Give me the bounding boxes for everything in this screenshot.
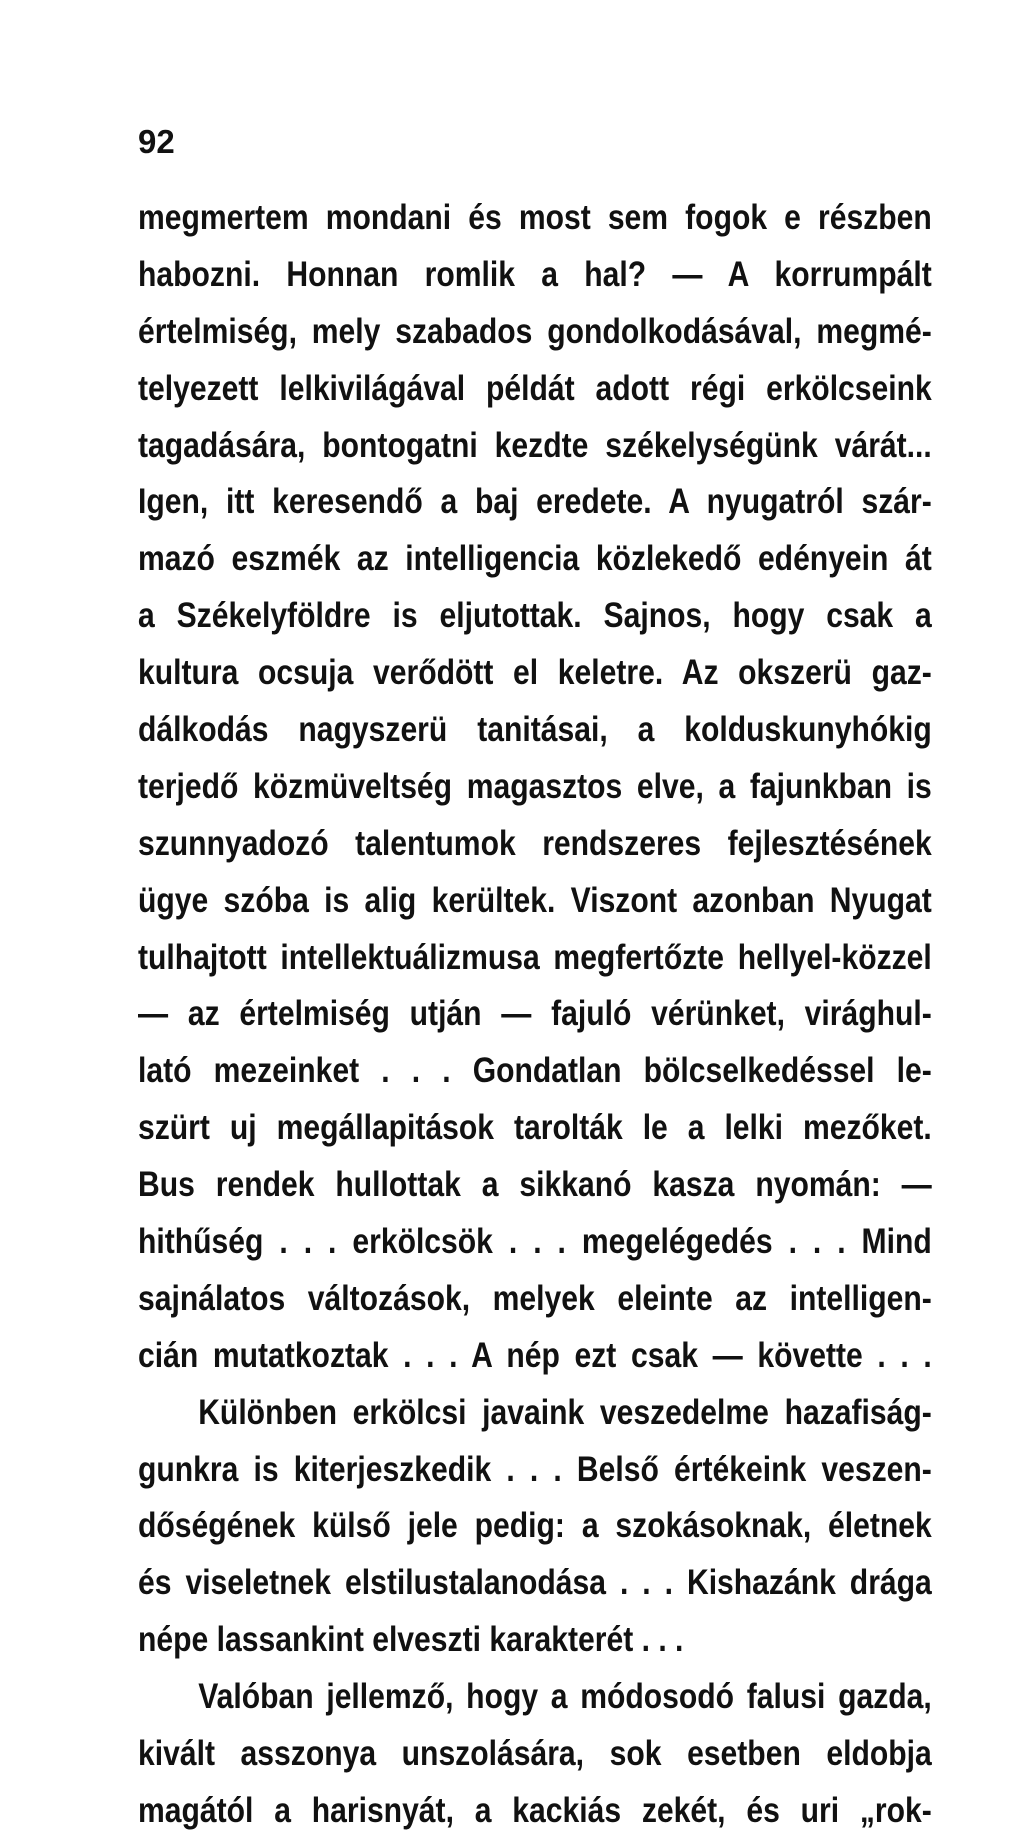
body-text xyxy=(138,190,932,1840)
text-line: lató mezeinket . . . Gondatlan bölcselkedéssel le- xyxy=(138,1051,932,1091)
text-line: telyezett lelkivilágával példát adott régi erkölcseink xyxy=(138,368,932,408)
text-line: gunkra is kiterjeszkedik . . . Belső értékeink veszen- xyxy=(138,1449,932,1489)
text-line: és viseletnek elstilustalanodása . . . Kishazánk drága xyxy=(138,1563,932,1603)
text-line: — az értelmiség utján — fajuló vérünket, virághul- xyxy=(138,994,932,1034)
text-line: Bus rendek hullottak a sikkanó kasza nyomán: — xyxy=(138,1165,932,1205)
text-line: sajnálatos változások, melyek eleinte az intelligen- xyxy=(138,1278,932,1318)
text-line: Különben erkölcsi javaink veszedelme hazafiság- xyxy=(198,1392,932,1432)
text-line: kultura ocsuja verődött el keletre. Az okszerü gaz- xyxy=(138,653,932,693)
text-line: ügye szóba is alig kerültek. Viszont azonban Nyugat xyxy=(138,880,932,920)
text-line: kivált asszonya unszolására, sok esetben eldobja xyxy=(138,1734,932,1774)
text-line: szürt uj megállapitások tarolták le a lelki mezőket. xyxy=(138,1108,932,1148)
text-line: hithűség . . . erkölcsök . . . megelégedés . . . Mind xyxy=(138,1222,932,1262)
text-line: a Székelyföldre is eljutottak. Sajnos, hogy csak a xyxy=(138,596,932,636)
text-line: cián mutatkoztak . . . A nép ezt csak — követte . . . xyxy=(138,1335,932,1375)
text-line: megmertem mondani és most sem fogok e részben xyxy=(138,198,932,237)
page-number: 92 xyxy=(138,123,175,160)
text-line: magától a harisnyát, a kackiás zekét, és uri „rok- xyxy=(138,1790,932,1830)
text-line: szunnyadozó talentumok rendszeres fejlesztésének xyxy=(138,823,932,863)
text-line: dőségének külső jele pedig: a szokásoknak, életnek xyxy=(138,1506,932,1546)
text-line: népe lassankint elveszti karakterét . . . xyxy=(138,1620,684,1660)
text-line: habozni. Honnan romlik a hal? — A korrumpált xyxy=(138,254,932,294)
text-line: dálkodás nagyszerü tanitásai, a kolduskunyhókig xyxy=(138,710,932,750)
text-line: mazó eszmék az intelligencia közlekedő edényein át xyxy=(138,539,932,579)
text-line: terjedő közmüveltség magasztos elve, a fajunkban is xyxy=(138,766,932,806)
text-line: tagadására, bontogatni kezdte székelységünk várát... xyxy=(138,425,932,465)
text-line: Valóban jellemző, hogy a módosodó falusi gazda, xyxy=(198,1677,932,1717)
text-line: tulhajtott intellektuálizmusa megfertőzte hellyel-közzel xyxy=(138,937,932,977)
text-line: Igen, itt keresendő a baj eredete. A nyugatról szár- xyxy=(138,482,932,522)
text-line: értelmiség, mely szabados gondolkodásával, megmé- xyxy=(138,311,932,351)
